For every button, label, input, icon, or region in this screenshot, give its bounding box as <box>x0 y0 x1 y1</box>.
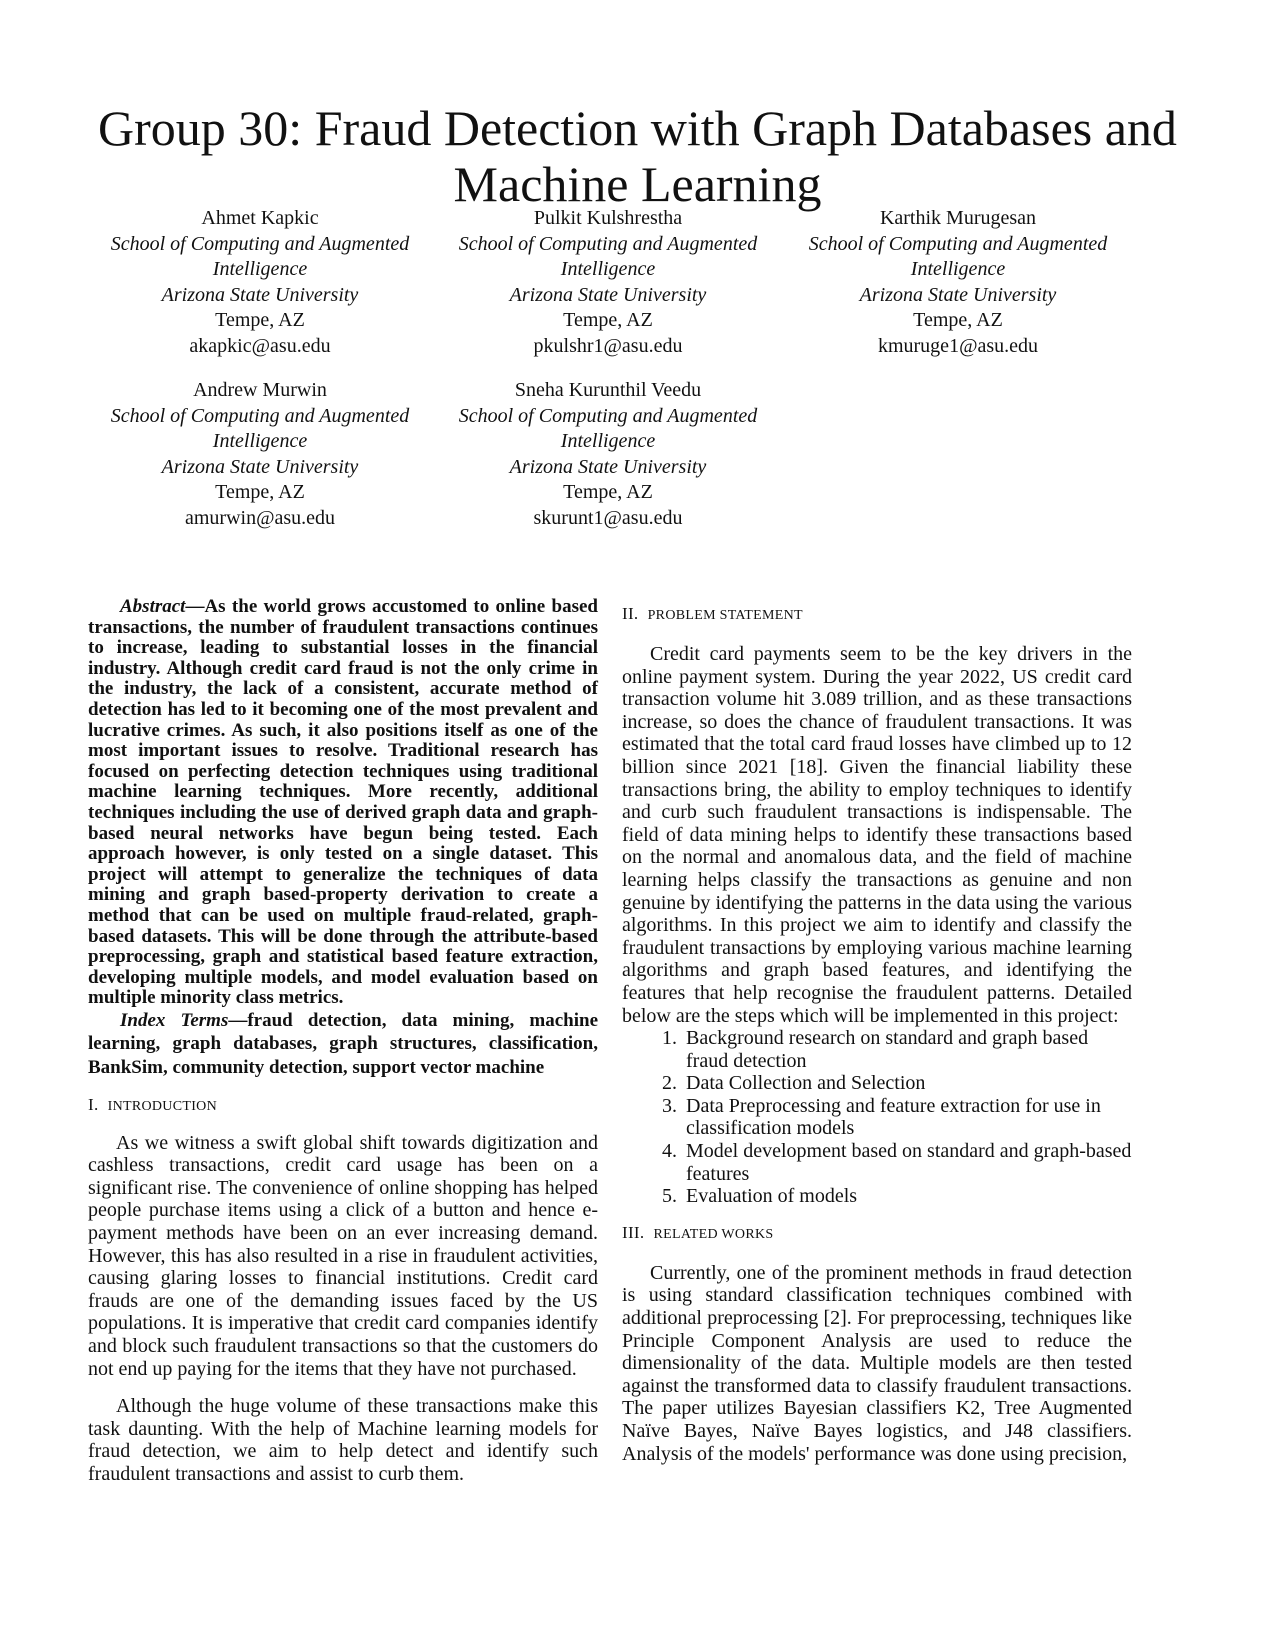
author-block <box>788 206 1128 359</box>
steps-list <box>622 1027 1132 1208</box>
intro-paragraph: As we witness a swift global shift towards digitization and cashless transactions, credit card usage has been on a significant rise. The convenience of online shopping has helped people purchase items using a click of a button and hence e-payment methods have been on an ever increasing demand. However, this has also resulted in a rise in fraudulent activities, causing glaring losses to financial institutions. Credit card frauds are one of the demanding issues faced by the US populations. It is imperative that credit card companies identify and block such fraudulent transactions so that the customers do not end up paying for the items that they have not purchased. <box>88 1131 598 1380</box>
list-item: 5. Evaluation of models <box>682 1185 1132 1208</box>
author-name: Sneha Kurunthil Veedu <box>514 379 702 401</box>
author-name: Karthik Murugesan <box>879 207 1037 229</box>
list-item: 1. Background research on standard and graph based fraud detection <box>682 1027 1132 1072</box>
author-affiliation: School of Computing and Augmented <box>458 232 758 255</box>
section-number: II. <box>622 604 639 623</box>
author-email: skurunt1@asu.edu <box>533 506 683 529</box>
author-city: Tempe, AZ <box>215 309 305 331</box>
intro-paragraph: Although the huge volume of these transactions make this task daunting. With the help of Machine learning models for fraud detection, we aim to help detect and identify such fraudulent transactions and assist to curb them. <box>88 1395 598 1485</box>
author-university: Arizona State University <box>509 455 707 478</box>
index-terms <box>88 1009 598 1080</box>
right-column <box>622 603 1132 1465</box>
author-block <box>90 206 430 359</box>
author-email: akapkic@asu.edu <box>189 334 331 357</box>
index-terms-text: —fraud detection, data mining, machine learning, graph databases, graph structures, classification, BankSim, community detection, support vector machine <box>88 1009 599 1079</box>
abstract-text: —As the world grows accustomed to online based transactions, the number of fraudulent transactions continues to increase, leading to substantial losses in the financial industry. Although credit card fraud is not the only crime in the industry, the lack of a consistent, accurate method of detection has led to it becoming one of the most prevalent and lucrative crimes. As such, it also positions itself as one of the most important issues to resolve. Traditional research has focused on perfecting detection techniques using traditional machine learning techniques. More recently, additional techniques including the use of derived graph data and graph-based neural networks have begun being tested. Each approach however, is only tested on a single dataset. This project will attempt to generalize the techniques of data mining and graph based-property derivation to create a method that can be used on multiple fraud-related, graph-based datasets. This will be done through the attribute-based preprocessing, graph and statistical based feature extraction, developing multiple models, and model evaluation based on multiple minority class metrics. <box>88 596 598 1009</box>
abstract-label: Abstract <box>120 596 186 617</box>
author-block <box>90 378 430 531</box>
section-title: RELATED WORKS <box>653 1226 774 1242</box>
abstract <box>88 597 598 1009</box>
index-terms-label: Index Terms <box>120 1009 229 1031</box>
author-email: pkulshr1@asu.edu <box>533 334 683 357</box>
author-affiliation: School of Computing and Augmented <box>458 404 758 427</box>
paper-title: Group 30: Fraud Detection with Graph Databases and Machine Learning <box>98 100 1177 212</box>
left-column <box>88 597 598 1486</box>
section-heading-introduction <box>88 1094 598 1118</box>
author-name: Andrew Murwin <box>193 379 327 401</box>
author-affiliation: School of Computing and Augmented <box>110 404 410 427</box>
author-email: kmuruge1@asu.edu <box>877 334 1039 357</box>
author-university: Arizona State University <box>859 283 1057 306</box>
author-affiliation: School of Computing and Augmented <box>808 232 1108 255</box>
section-title: INTRODUCTION <box>107 1098 217 1114</box>
author-block <box>438 206 778 359</box>
list-item: 3. Data Preprocessing and feature extraction for use in classification models <box>682 1095 1132 1140</box>
section-number: III. <box>622 1222 645 1242</box>
author-name: Pulkit Kulshrestha <box>533 207 683 229</box>
list-item: 4. Model development based on standard and graph-based features <box>682 1140 1132 1185</box>
section-title: PROBLEM STATEMENT <box>647 608 803 623</box>
related-works-paragraph: Currently, one of the prominent methods in fraud detection is using standard classification techniques combined with additional preprocessing [2]. For preprocessing, techniques like Principle Component Analysis are used to reduce the dimensionality of the data. Multiple models are then tested against the transformed data to classify fraudulent transactions. The paper utilizes Bayesian classifiers K2, Tree Augmented Naïve Bayes, Naïve Bayes logistics, and J48 classifiers. Analysis of the models' performance was done using precision, <box>622 1261 1132 1465</box>
author-name: Ahmet Kapkic <box>201 207 319 229</box>
author-affiliation: Intelligence <box>560 430 656 452</box>
author-city: Tempe, AZ <box>215 481 305 503</box>
problem-paragraph: Credit card payments seem to be the key drivers in the online payment system. During the year 2022, US credit card transaction volume hit 3.089 trillion, and as these transactions increase, so does the chance of fraudulent transactions. It was estimated that the total card fraud losses have climbed up to 12 billion since 2021 [18]. Given the financial liability these transactions bring, the ability to employ techniques to identify and curb such fraudulent transactions is indispensable. The field of data mining helps to identify these transactions based on the normal and anomalous data, and the field of machine learning helps classify the transactions as genuine and non genuine by identifying the patterns in the data using the various algorithms. In this project we aim to identify and classify the fraudulent transactions by employing various machine learning algorithms and graph based features, and identifying the features that help recognise the fraudulent patterns. Detailed below are the steps which will be implemented in this project: <box>622 643 1132 1027</box>
section-heading-related-works <box>622 1222 1132 1246</box>
list-item: 2. Data Collection and Selection <box>682 1072 1132 1095</box>
section-number: I. <box>88 1094 99 1114</box>
author-affiliation: Intelligence <box>910 258 1006 280</box>
author-university: Arizona State University <box>509 283 707 306</box>
section-heading-problem-statement <box>622 603 1132 627</box>
author-block <box>438 378 778 531</box>
author-university: Arizona State University <box>161 283 359 306</box>
author-email: amurwin@asu.edu <box>184 506 336 529</box>
author-city: Tempe, AZ <box>563 309 653 331</box>
author-city: Tempe, AZ <box>563 481 653 503</box>
author-affiliation: School of Computing and Augmented <box>110 232 410 255</box>
author-affiliation: Intelligence <box>560 258 656 280</box>
author-city: Tempe, AZ <box>913 309 1003 331</box>
author-affiliation: Intelligence <box>212 430 308 452</box>
author-university: Arizona State University <box>161 455 359 478</box>
author-affiliation: Intelligence <box>212 258 308 280</box>
